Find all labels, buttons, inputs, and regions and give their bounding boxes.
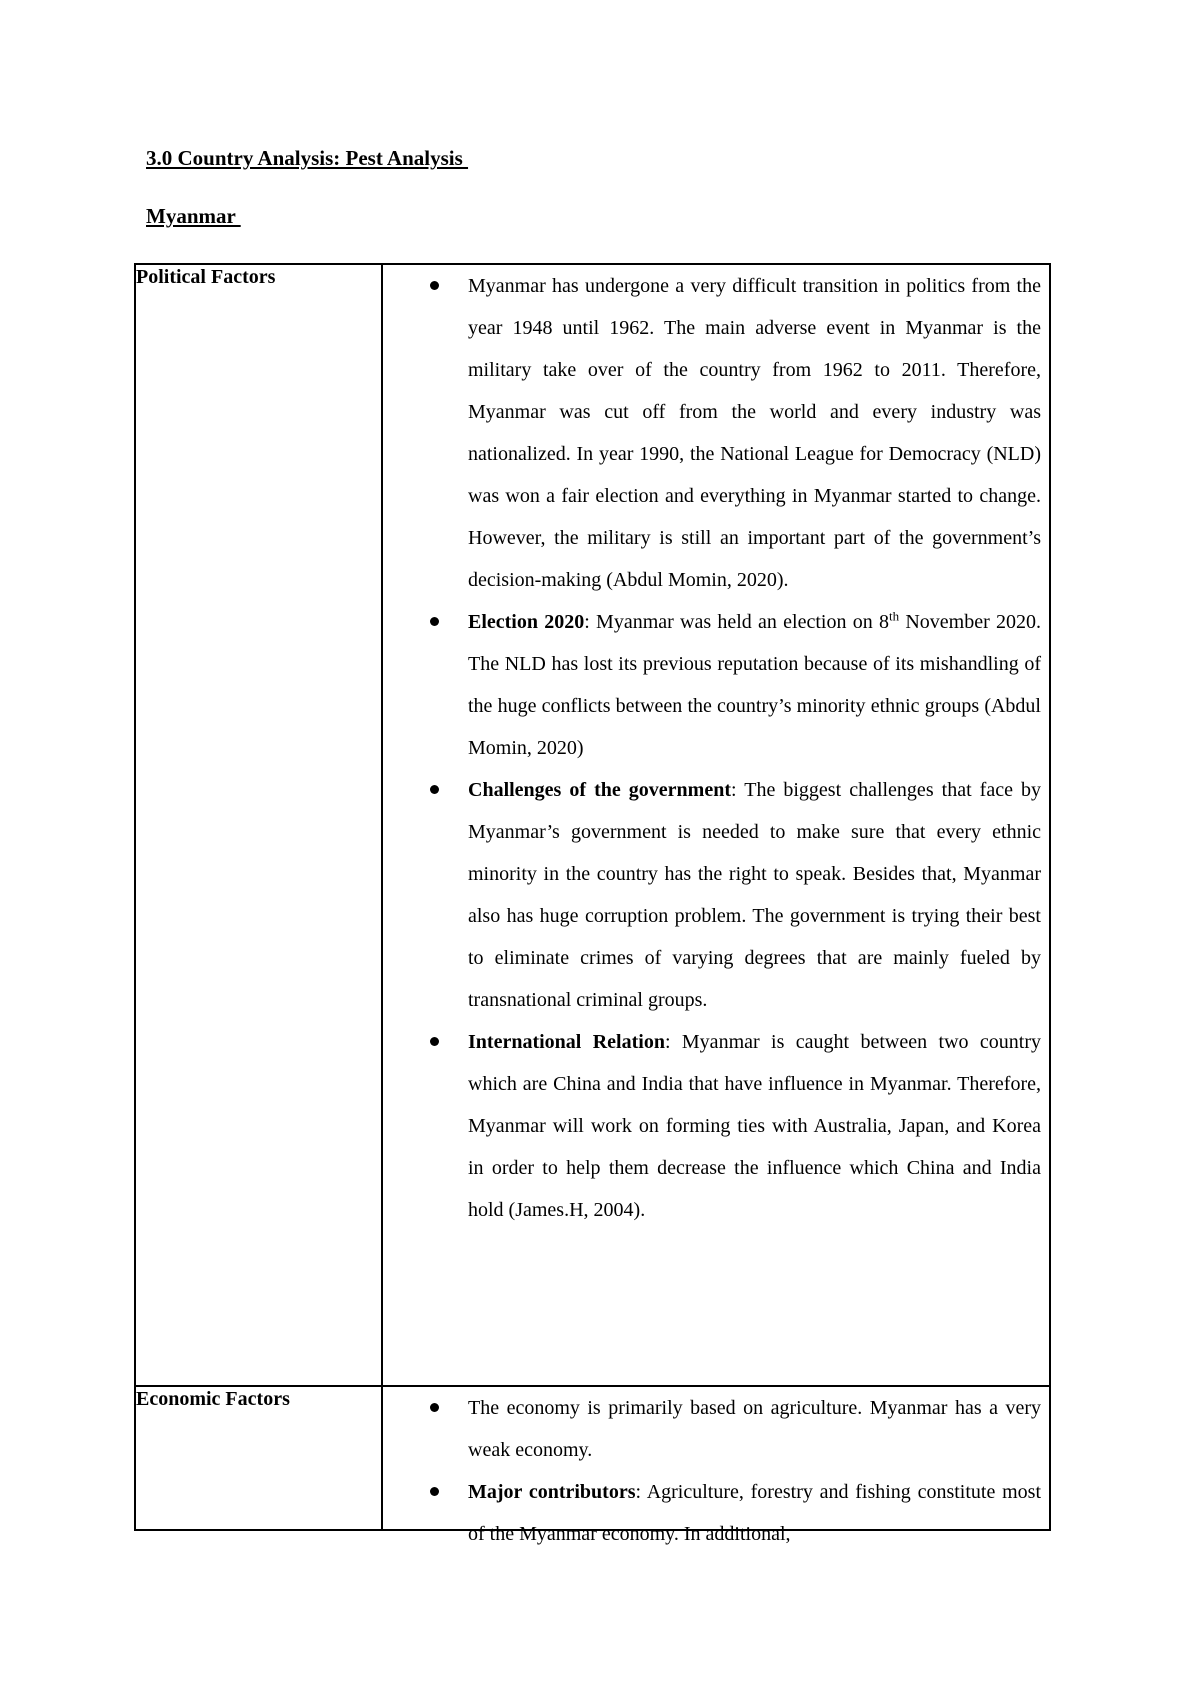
bullet-text: November 2020. The NLD has lost its previous reputation because of its mishandling of the huge conflicts between the country’s minority ethnic groups (Abdul Momin, 2020) <box>468 611 1041 759</box>
bullet-icon <box>430 1403 439 1412</box>
bullet-text: : Myanmar was held an election on 8 <box>584 611 889 633</box>
factor-label-economic: Economic Factors <box>135 1386 382 1530</box>
political-bullet-list <box>383 265 1049 1231</box>
bullet-icon <box>430 1487 439 1496</box>
list-item <box>383 769 1041 1021</box>
list-item <box>383 601 1041 769</box>
factor-content-political <box>382 264 1050 1386</box>
bullet-lead: Election 2020 <box>468 611 585 633</box>
bullet-lead: Challenges of the government <box>468 779 731 801</box>
bullet-lead: Major contributors <box>468 1481 636 1503</box>
bullet-text: Myanmar has undergone a very difficult transition in politics from the year 1948 until 1962. The main adverse event in Myanmar is the military take over of the country from 1962 to 2011. Therefore, Myanmar was cut off from the world and every industry was nationalized. In year 1990, the National League for Democracy (NLD) was won a fair election and everything in Myanmar started to change. However, the military is still an important part of the government’s decision-making (Abdul Momin, 2020). <box>468 275 1041 591</box>
pest-analysis-table <box>134 263 1051 1545</box>
factor-label-political: Political Factors <box>135 264 382 1386</box>
bullet-text: : Myanmar is caught between two country which are China and India that have influence in Myanmar. Therefore, Myanmar will work on forming ties with Australia, Japan, and Korea in order to help them decrease the influence which China and India hold (James.H, 2004). <box>468 1031 1041 1221</box>
list-item <box>383 1471 1041 1555</box>
economic-bullet-list <box>383 1387 1049 1545</box>
bullet-icon <box>430 281 439 290</box>
bullet-text: The economy is primarily based on agriculture. Myanmar has a very weak economy. <box>468 1397 1041 1461</box>
country-heading: Myanmar <box>146 204 241 228</box>
bullet-icon <box>430 785 439 794</box>
bullet-text: : The biggest challenges that face by Myanmar’s government is needed to make sure that every ethnic minority in the country has the right to speak. Besides that, Myanmar also has huge corruption problem. The government is trying their best to eliminate crimes of varying degrees that are mainly fueled by transnational criminal groups. <box>468 779 1042 1011</box>
list-item <box>383 1021 1041 1231</box>
bullet-icon <box>430 1037 439 1046</box>
bullet-text: : Agriculture, forestry and fishing constitute most of the Myanmar economy. In additional, <box>468 1481 1041 1545</box>
list-item <box>383 265 1041 601</box>
page-title: 3.0 Country Analysis: Pest Analysis <box>146 146 469 170</box>
table-row-economic <box>135 1386 1050 1530</box>
bullet-icon <box>430 617 439 626</box>
list-item <box>383 1387 1041 1471</box>
ordinal-suffix: th <box>888 608 900 624</box>
bullet-lead: International Relation <box>468 1031 665 1053</box>
table-row-political <box>135 264 1050 1386</box>
factor-content-economic <box>382 1386 1050 1545</box>
